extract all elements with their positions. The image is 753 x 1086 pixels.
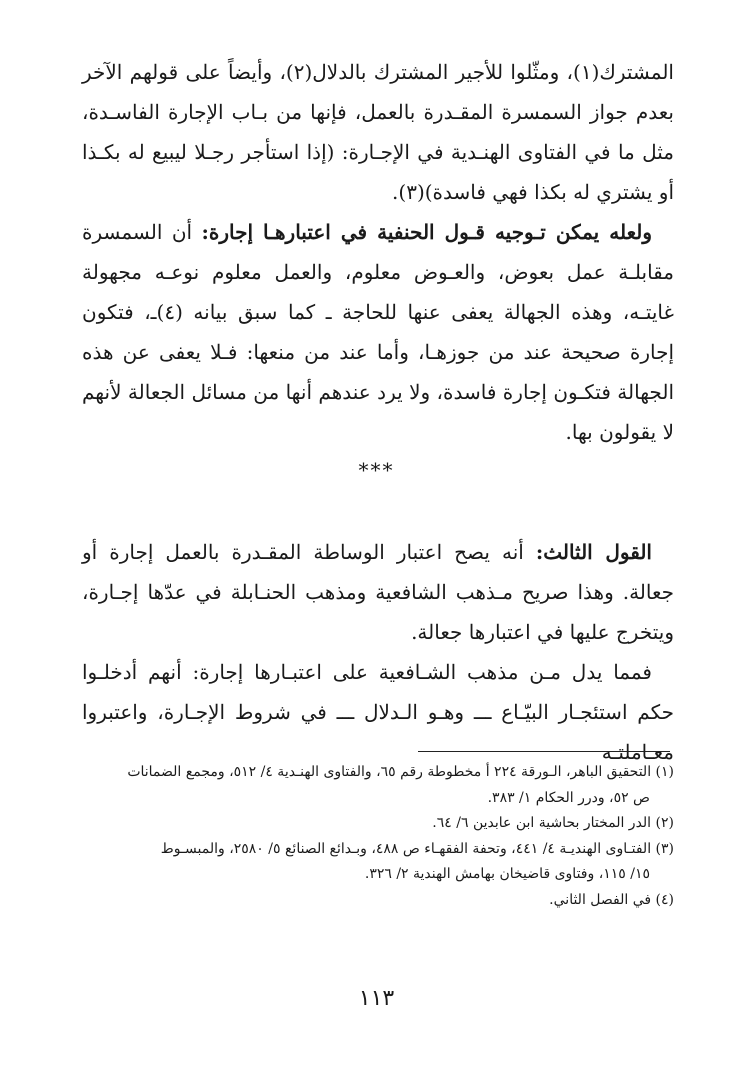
- paragraph-4: فمما يدل مـن مذهب الشـافعية على اعتبـارها إجارة: أنهم أدخلـوا حكم استئجـار البيّـاع ـــ وهـو الـدلال ـــ في شروط الإجـارة، واعتبروا معـاملتـه: [82, 660, 674, 764]
- section-separator: ***: [358, 458, 395, 482]
- paragraph-2: [82, 212, 674, 452]
- footnote-1: [82, 760, 674, 811]
- footnote-1-continuation: ص ٥٢، ودرر الحكام ١/ ٣٨٣.: [487, 789, 650, 806]
- paragraph-3-text: أنه يصح اعتبار الوساطة المقـدرة بالعمل إجارة أو جعالة. وهذا صريح مـذهب الشافعية ومذهب الحنـابلة في عدّها إجـارة، ويتخرج عليها في اعتبارها جعالة.: [82, 540, 674, 644]
- footnote-2: [82, 811, 674, 837]
- paragraph-3-lead: القول الثالث:: [535, 540, 652, 564]
- paragraph-2-lead: ولعله يمكن تـوجيه قـول الحنفية في اعتبارهـا إجارة:: [201, 220, 653, 244]
- paragraph-3: [82, 532, 674, 652]
- footnotes: [82, 760, 674, 913]
- footnote-3-text: (٣) الفتـاوى الهنديـة ٤/ ٤٤١، وتحفة الفقهـاء ص ٤٨٨، وبـدائع الصنائع ٥/ ٢٥٨٠، والمبسـوط: [160, 840, 674, 857]
- footnote-3: [82, 837, 674, 888]
- footnote-4-text: (٤) في الفصل الثاني.: [549, 891, 674, 908]
- page-number: ١١٣: [358, 986, 395, 1011]
- paragraph-1: المشترك(١)، ومثّلوا للأجير المشترك بالدلال(٢)، وأيضاً على قولهم الآخر بعدم جواز السمسرة المقـدرة بالعمل، فإنها من بـاب الإجارة الفاسـدة، مثل ما في الفتاوى الهنـدية في الإجـارة: (إذا استأجر رجـلا ليبيع له بكـذا أو يشتري له بكذا فهي فاسدة)(٣).: [82, 60, 674, 204]
- paragraph-2-text: أن السمسرة مقابلـة عمل بعوض، والعـوض معلوم، والعمل معلوم نوعـه مجهولة غايتـه، وهذه الجهالة يعفى عنها للحاجة ـ كما سبق بيانه (٤)ـ، فتكون إجارة صحيحة عند من جوزهـا، وأما عند من منعها: فـلا يعفى عن هذه الجهالة فتكـون إجارة فاسدة، ولا يرد عندهم أنها من مسائل الجعالة لأنهم لا يقولون بها.: [82, 220, 674, 444]
- footnote-3-continuation: ١٥/ ١١٥، وفتاوى قاضيخان بهامش الهندية ٢/ ٣٢٦.: [364, 866, 650, 882]
- footnote-4: [82, 888, 674, 914]
- footnote-divider: [418, 751, 670, 752]
- footnote-1-text: (١) التحقيق الباهر، الـورقة ٢٢٤ أ مخطوطة رقم ٦٥، والفتاوى الهنـدية ٤/ ٥١٢، ومجمع الضمانات: [127, 764, 674, 780]
- footnote-2-text: (٢) الدر المختار بحاشية ابن عابدين ٦/ ٦٤.: [432, 815, 674, 831]
